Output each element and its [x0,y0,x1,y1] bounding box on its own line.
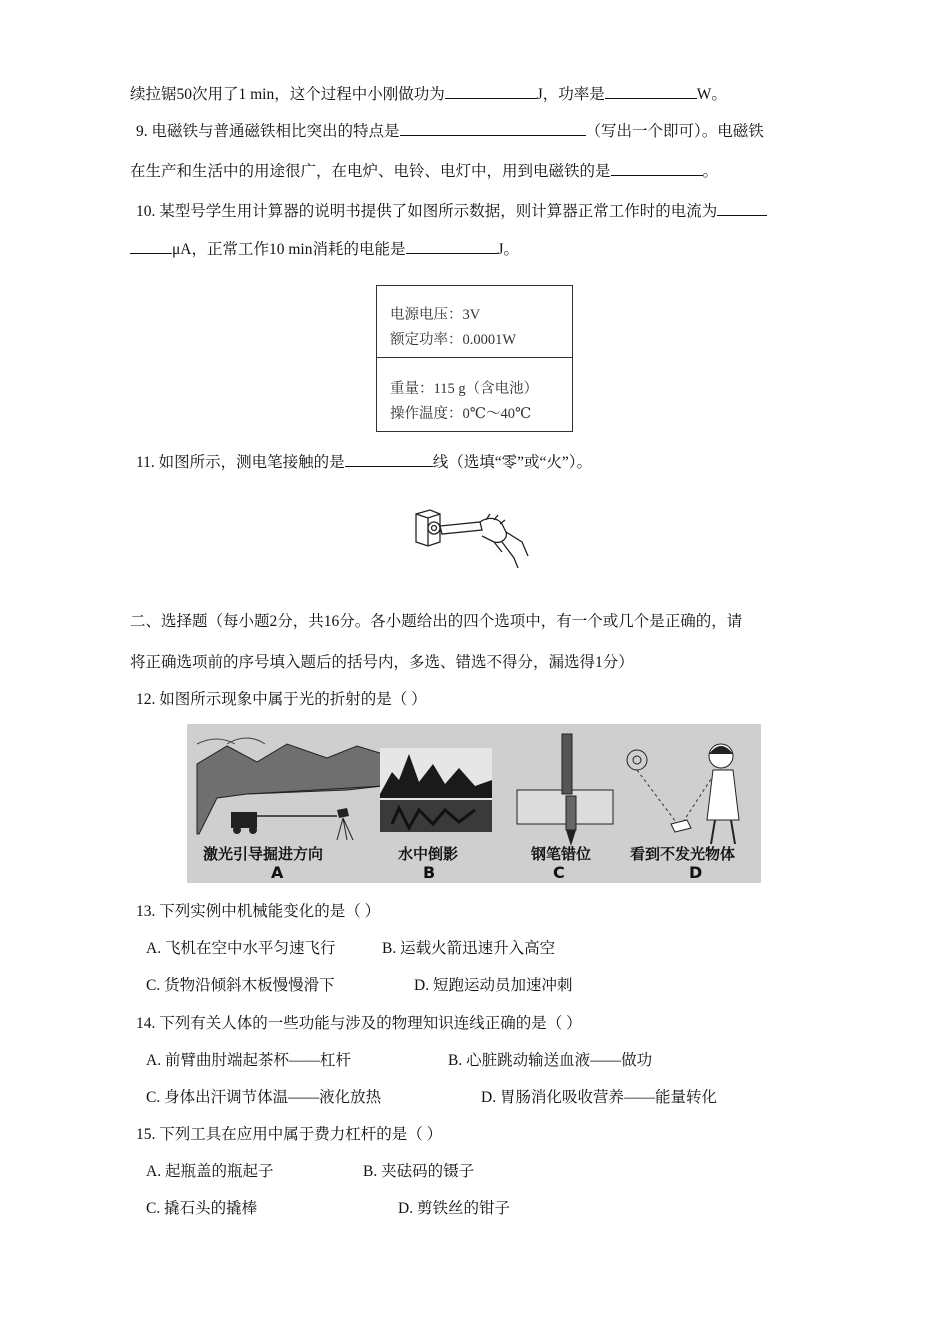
q9-hint: （写出一个即可）。电磁铁 [585,123,764,140]
q11-hint: 线（选填“零”或“火”）。 [432,454,592,471]
q9-device-blank[interactable] [611,160,703,176]
q8-text-b: J，功率是 [536,86,605,103]
q10-text3: J。 [497,241,520,258]
spec-temp: 操作温度：0℃～40℃ [390,406,532,422]
q14-option-b[interactable]: B. 心脏跳动输送血液——做功 [448,1052,653,1069]
q12-letter-a: A [271,863,284,882]
q12-figure [187,724,761,883]
q14-option-c[interactable]: C. 身体出汗调节体温——液化放热 [146,1089,382,1106]
q9-text2: 在生产和生活中的用途很广，在电炉、电铃、电灯中，用到电磁铁的是 [130,163,611,180]
q12-caption-b: 水中倒影 [398,845,459,863]
q15-stem: 15. 下列工具在应用中属于费力杠杆的是（ ） [136,1126,443,1143]
q12-stem: 12. 如图所示现象中属于光的折射的是（ ） [136,691,427,708]
q9-stem: 9. 电磁铁与普通磁铁相比突出的特点是 [136,123,400,140]
section2-heading-line1: 二、选择题（每小题2分，共16分。各小题给出的四个选项中，有一个或几个是正确的，请 [130,613,743,630]
q13-option-a[interactable]: A. 飞机在空中水平匀速飞行 [146,940,336,957]
q15-option-b[interactable]: B. 夹砝码的镊子 [363,1163,475,1180]
q8-continuation [130,83,727,105]
q8-text-a: 续拉锯50次用了1 min，这个过程中小刚做功为 [130,86,445,103]
spec-weight: 重量：115 g（含电池） [390,381,539,397]
q12-letter-d: D [689,863,703,882]
q9-feature-blank[interactable] [400,120,586,136]
q12-letter-b: B [423,863,436,882]
q8-power-blank[interactable] [605,83,697,99]
q10-line1 [136,200,767,222]
q11-blank[interactable] [345,451,433,467]
q8-text-c: W。 [696,86,727,103]
q9-line1 [136,120,764,142]
calculator-spec-box [376,285,573,432]
section2-heading-line2: 将正确选项前的序号填入题后的括号内，多选、错选不得分，漏选得1分） [130,654,634,671]
q10-current-blank-part2[interactable] [130,238,172,254]
q12-letter-c: C [553,863,565,882]
q10-stem: 10. 某型号学生用计算器的说明书提供了如图所示数据，则计算器正常工作时的电流为 [136,203,718,220]
q13-option-c[interactable]: C. 货物沿倾斜木板慢慢滑下 [146,977,335,994]
q14-option-a[interactable]: A. 前臂曲肘端起茶杯——杠杆 [146,1052,351,1069]
spec-voltage: 电源电压：3V [390,307,481,323]
q9-line2 [130,160,718,182]
q9-period: 。 [702,163,719,180]
spec-divider [377,357,572,358]
q15-option-c[interactable]: C. 撬石头的撬棒 [146,1200,258,1217]
q12-caption-d: 看到不发光物体 [630,845,736,863]
q15-option-a[interactable]: A. 起瓶盖的瓶起子 [146,1163,274,1180]
test-pen-illustration [410,502,538,570]
q14-option-d[interactable]: D. 胃肠消化吸收营养——能量转化 [481,1089,717,1106]
q11-stem: 11. 如图所示，测电笔接触的是 [136,454,345,471]
q12-caption-c: 钢笔错位 [531,845,592,863]
q10-line2 [130,238,519,260]
spec-power: 额定功率：0.0001W [390,332,517,348]
q12-caption-a: 激光引导掘进方向 [203,845,324,863]
q10-current-blank-part1[interactable] [717,200,767,216]
q10-text2: μA，正常工作10 min消耗的电能是 [172,241,406,258]
q14-stem: 14. 下列有关人体的一些功能与涉及的物理知识连线正确的是（ ） [136,1015,582,1032]
q13-stem: 13. 下列实例中机械能变化的是（ ） [136,903,381,920]
q15-option-d[interactable]: D. 剪铁丝的钳子 [398,1200,510,1217]
q8-work-blank[interactable] [445,83,537,99]
q10-energy-blank[interactable] [406,238,498,254]
q13-option-d[interactable]: D. 短跑运动员加速冲刺 [414,977,573,994]
q11-line [136,451,592,473]
q13-option-b[interactable]: B. 运载火箭迅速升入高空 [382,940,556,957]
